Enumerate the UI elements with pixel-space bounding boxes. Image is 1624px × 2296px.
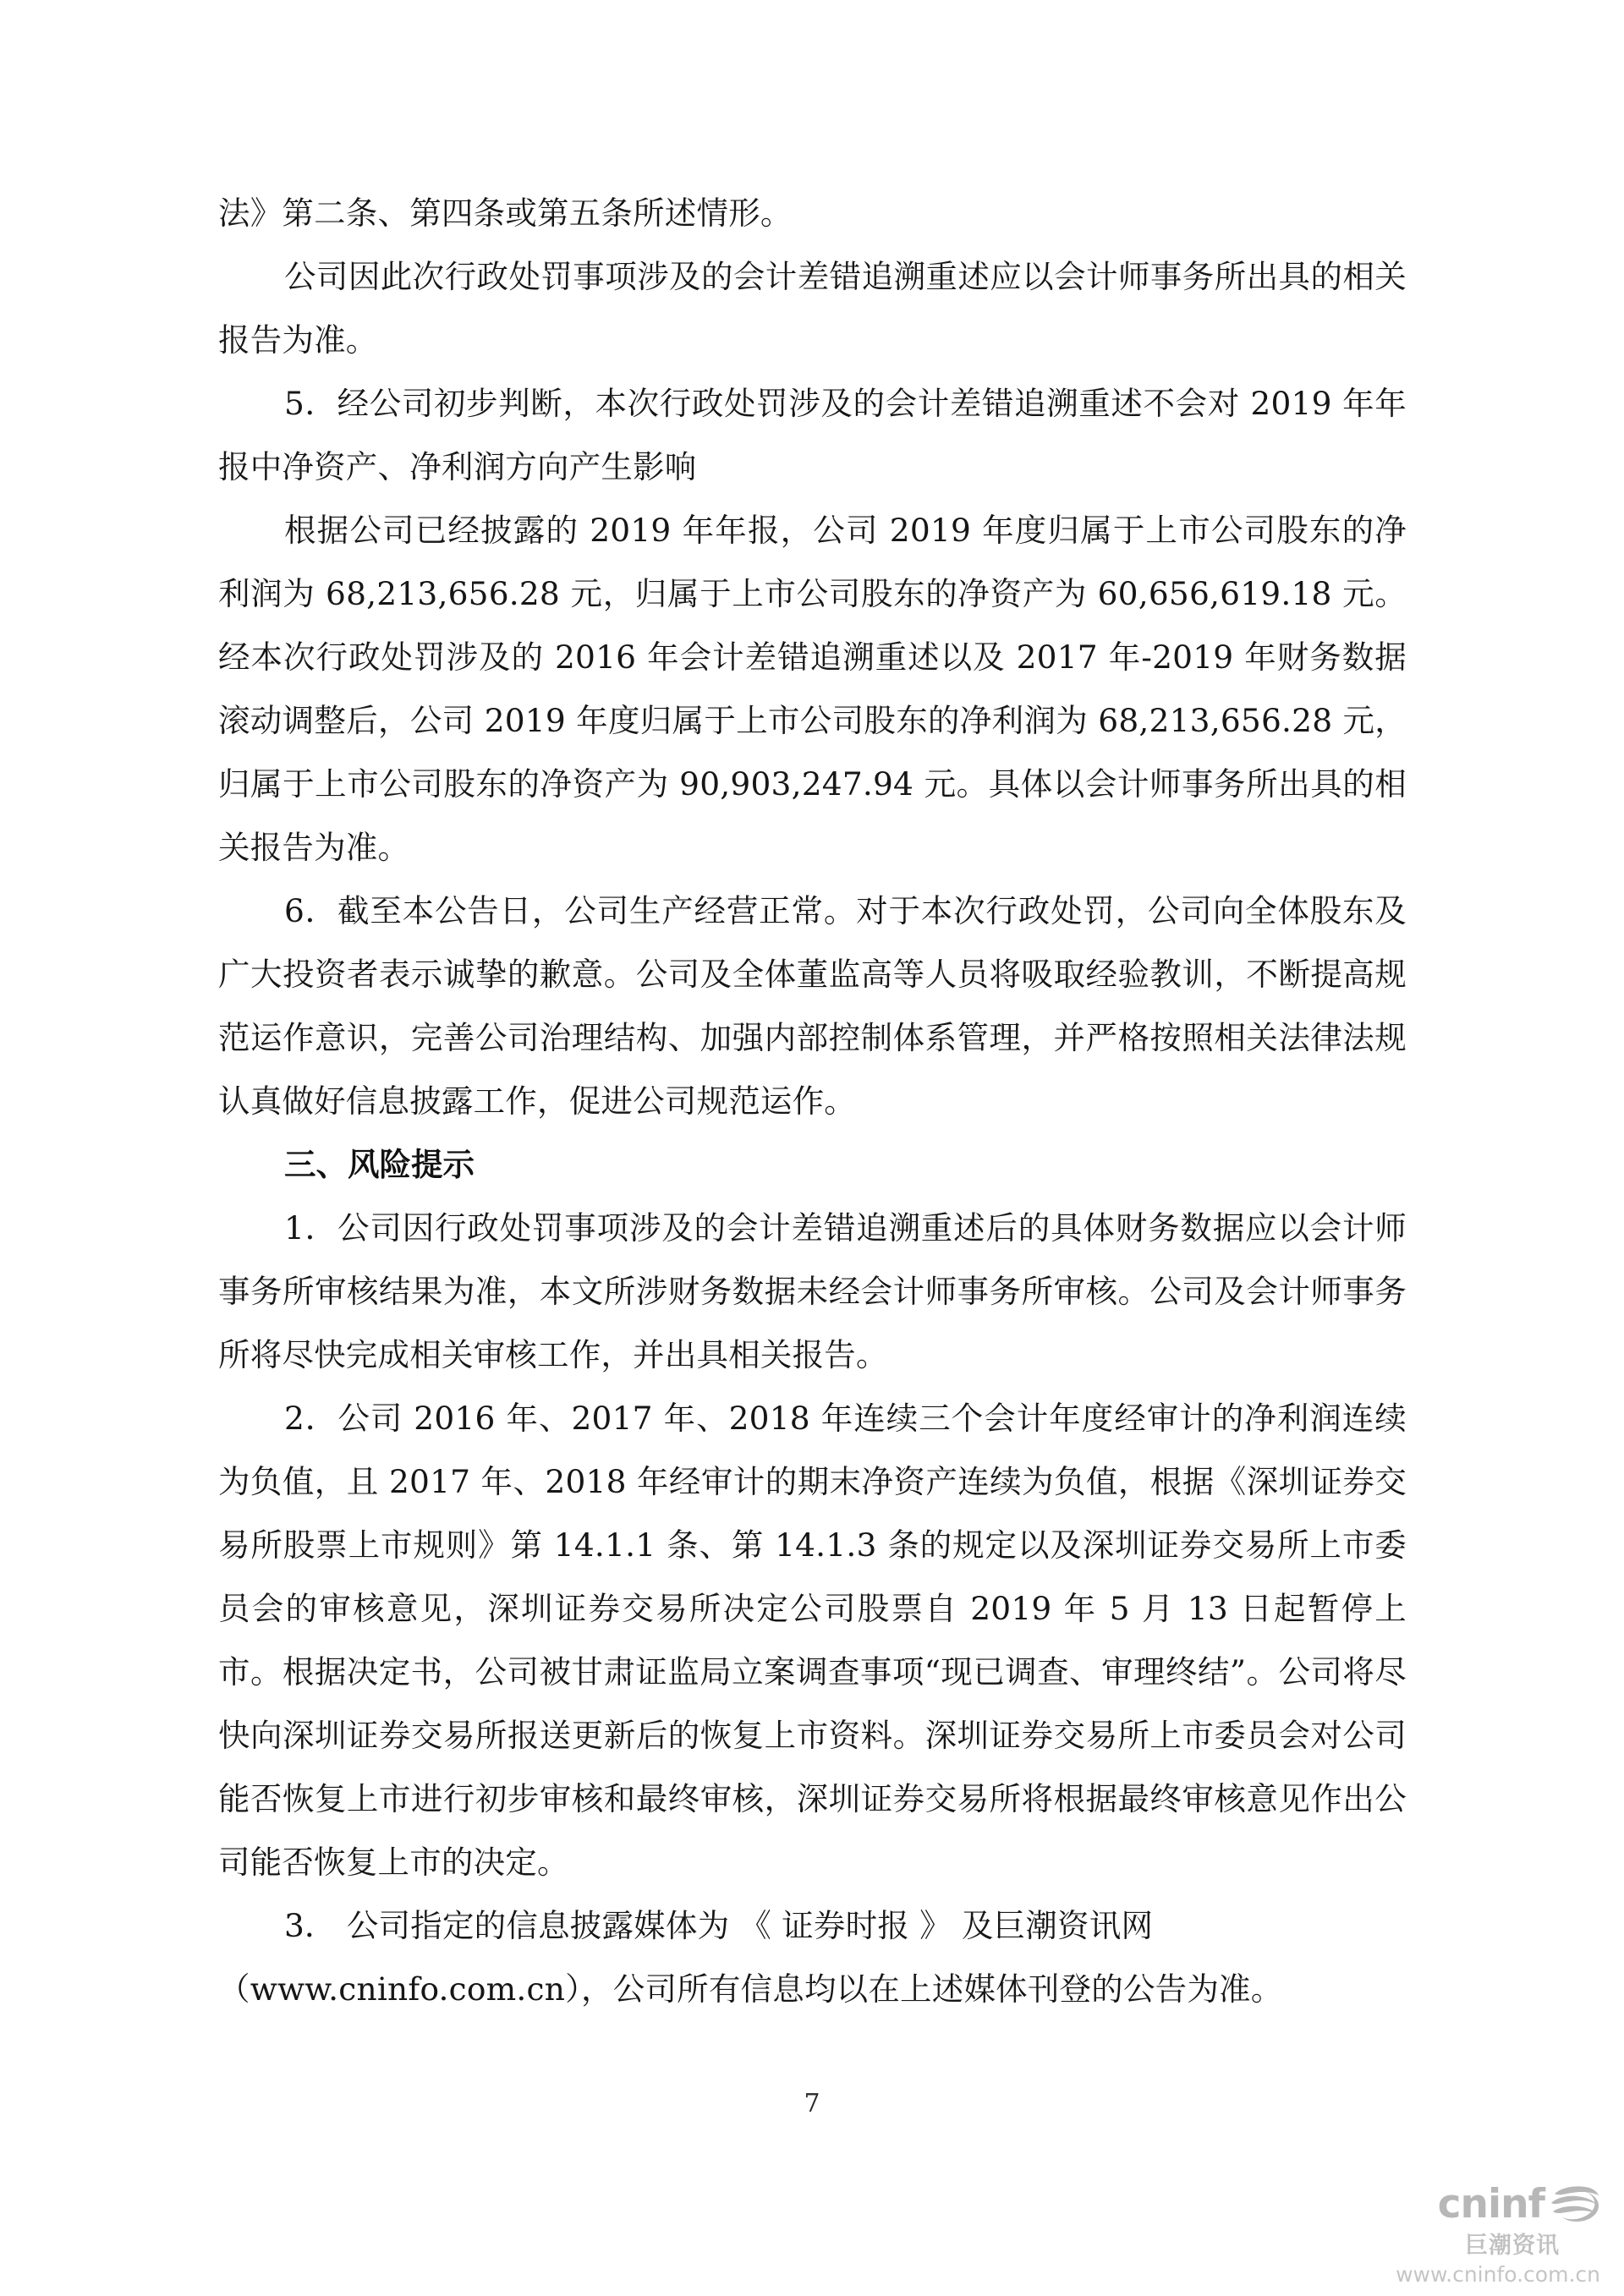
paragraph-risk-3-website: （www.cninfo.com.cn），公司所有信息均以在上述媒体刊登的公告为准。: [218, 1970, 1283, 2008]
globe-icon: [1548, 2183, 1600, 2225]
paragraph-item-5-judgement: 5．经公司初步判断，本次行政处罚涉及的会计差错追溯重述不会对 2019 年年报中净资产、净利润方向产生影响: [218, 385, 1407, 485]
paragraph-financial-figures: 根据公司已经披露的 2019 年年报，公司 2019 年度归属于上市公司股东的净利润为 68,213,656.28 元，归属于上市公司股东的净资产为 60,656,619.18 元。经本次行政处罚涉及的 2016 年会计差错追溯重述以及 2017 年-2019 年财务数据滚动调整后，公司 2019 年度归属于上市公司股东的净利润为 68,213,656.28 元，归属于上市公司股东的净资产为 90,903,247.94 元。具体以会计师事务所出具的相关报告为准。: [218, 512, 1407, 866]
cninfo-watermark-logo: [1347, 2180, 1600, 2287]
cninfo-url: www.cninfo.com.cn: [1396, 2262, 1600, 2287]
cninfo-brand-text: cninf: [1437, 2180, 1544, 2228]
page-number: 7: [804, 2089, 820, 2118]
paragraph-law-clause: 法》第二条、第四条或第五条所述情形。: [218, 195, 793, 232]
section-heading-risk-warning: 三、风险提示: [284, 1146, 475, 1183]
paragraph-risk-3-disclosure-media: 3． 公司指定的信息披露媒体为 《 证券时报 》 及巨潮资讯网: [284, 1907, 1154, 1944]
paragraph-item-6-apology: 6．截至本公告日，公司生产经营正常。对于本次行政处罚，公司向全体股东及广大投资者表示诚挚的歉意。公司及全体董监高等人员将吸取经验教训，不断提高规范运作意识，完善公司治理结构、加强内部控制体系管理，并严格按照相关法律法规认真做好信息披露工作，促进公司规范运作。: [218, 892, 1407, 1120]
paragraph-risk-1-audit: 1．公司因行政处罚事项涉及的会计差错追溯重述后的具体财务数据应以会计师事务所审核结果为准，本文所涉财务数据未经会计师事务所审核。公司及会计师事务所将尽快完成相关审核工作，并出具相关报告。: [218, 1209, 1407, 1373]
paragraph-accounting-error-report: 公司因此次行政处罚事项涉及的会计差错追溯重述应以会计师事务所出具的相关报告为准。: [218, 258, 1407, 359]
page-body: [218, 182, 1407, 2021]
paragraph-risk-2-listing-suspension: 2．公司 2016 年、2017 年、2018 年连续三个会计年度经审计的净利润连续为负值，且 2017 年、2018 年经审计的期末净资产连续为负值，根据《深圳证券交易所股票上市规则》第 14.1.1 条、第 14.1.3 条的规定以及深圳证券交易所上市委员会的审核意见，深圳证券交易所决定公司股票自 2019 年 5 月 13 日起暂停上市。根据决定书，公司被甘肃证监局立案调查事项“现已调查、审理终结”。公司将尽快向深圳证券交易所报送更新后的恢复上市资料。深圳证券交易所上市委员会对公司能否恢复上市进行初步审核和最终审核，深圳证券交易所将根据最终审核意见作出公司能否恢复上市的决定。: [218, 1400, 1407, 1881]
cninfo-brand-chinese: 巨潮资讯: [1465, 2233, 1560, 2259]
